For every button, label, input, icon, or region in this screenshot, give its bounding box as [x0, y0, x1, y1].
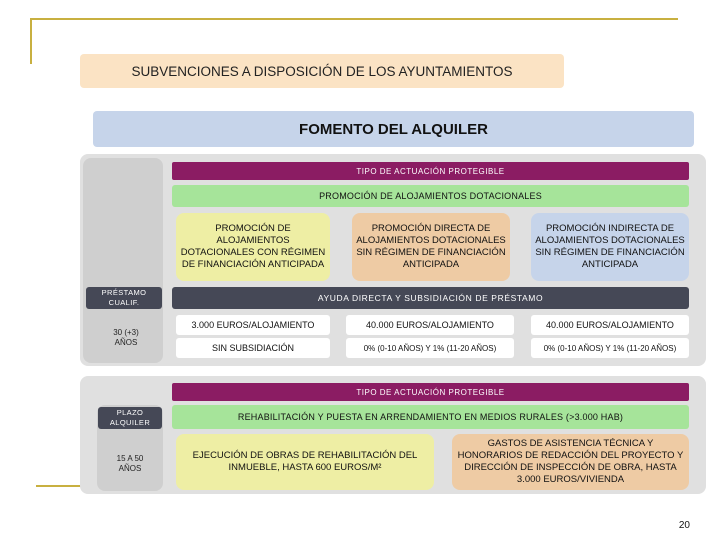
- subsidy-indirecta: 0% (0-10 AÑOS) Y 1% (11-20 AÑOS): [531, 338, 689, 358]
- tipo-actuacion-bar-2: TIPO DE ACTUACIÓN PROTEGIBLE: [172, 383, 689, 401]
- amount-con-regimen: 3.000 EUROS/ALOJAMIENTO: [176, 315, 330, 335]
- column-indirecta: PROMOCIÓN INDIRECTA DE ALOJAMIENTOS DOTACIONALES SIN RÉGIMEN DE FINANCIACIÓN ANTICIPADA: [531, 213, 689, 281]
- plazo-alquiler-label: PLAZO ALQUILER: [98, 407, 162, 429]
- ejecucion-obras: EJECUCIÓN DE OBRAS DE REHABILITACIÓN DEL INMUEBLE, HASTA 600 EUROS/M²: [176, 434, 434, 490]
- left-decor-line: [30, 18, 32, 64]
- amount-indirecta: 40.000 EUROS/ALOJAMIENTO: [531, 315, 689, 335]
- amount-directa: 40.000 EUROS/ALOJAMIENTO: [346, 315, 514, 335]
- ayuda-bar: AYUDA DIRECTA Y SUBSIDIACIÓN DE PRÉSTAMO: [172, 287, 689, 309]
- gastos-asistencia: GASTOS DE ASISTENCIA TÉCNICA Y HONORARIOS DE REDACCIÓN DEL PROYECTO Y DIRECCIÓN DE INSPECCIÓN DE OBRA, HASTA 3.000 EUROS/VIVIENDA: [452, 434, 689, 490]
- page-number: 20: [678, 520, 690, 531]
- prestamo-label: PRÉSTAMO CUALIF.: [86, 287, 162, 309]
- column-directa: PROMOCIÓN DIRECTA DE ALOJAMIENTOS DOTACIONALES SIN RÉGIMEN DE FINANCIACIÓN ANTICIPADA: [352, 213, 510, 281]
- promocion-bar: PROMOCIÓN DE ALOJAMIENTOS DOTACIONALES: [172, 185, 689, 207]
- plazo-prestamo: 30 (+3) AÑOS: [113, 328, 139, 347]
- plazo-alquiler-years: 15 A 50 AÑOS: [116, 454, 144, 473]
- slide-title: SUBVENCIONES A DISPOSICIÓN DE LOS AYUNTAMIENTOS: [80, 54, 564, 88]
- subsidy-con-regimen: SIN SUBSIDIACIÓN: [176, 338, 330, 358]
- top-decor-line: [30, 18, 678, 20]
- tipo-actuacion-bar: TIPO DE ACTUACIÓN PROTEGIBLE: [172, 162, 689, 180]
- main-header: FOMENTO DEL ALQUILER: [93, 111, 694, 147]
- rehabilitacion-bar: REHABILITACIÓN Y PUESTA EN ARRENDAMIENTO EN MEDIOS RURALES (>3.000 HAB): [172, 405, 689, 429]
- column-con-regimen: PROMOCIÓN DE ALOJAMIENTOS DOTACIONALES CON RÉGIMEN DE FINANCIACIÓN ANTICIPADA: [176, 213, 330, 281]
- subsidy-directa: 0% (0-10 AÑOS) Y 1% (11-20 AÑOS): [346, 338, 514, 358]
